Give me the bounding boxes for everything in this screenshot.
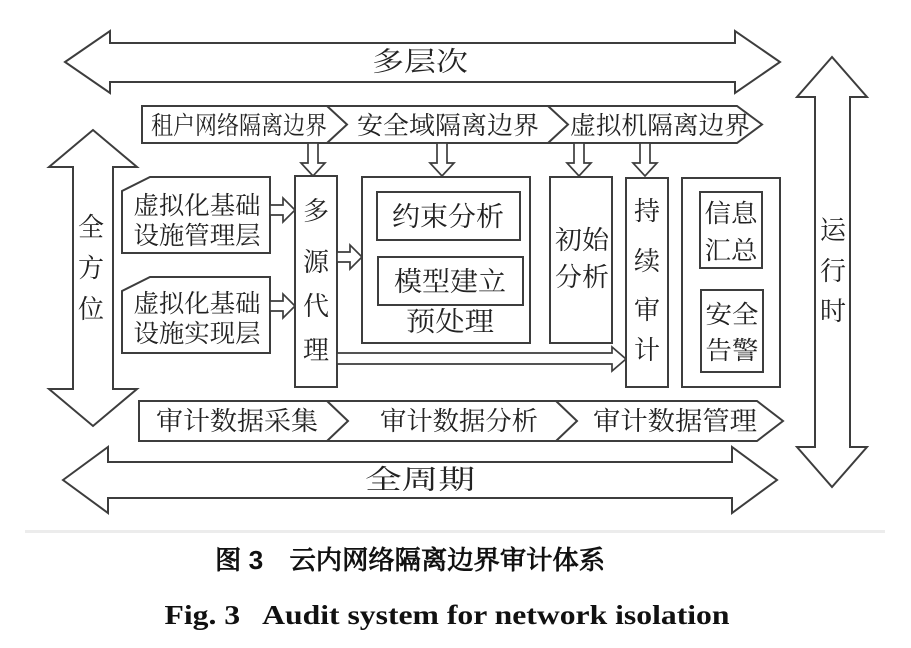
virt-impl-layer-line1: 虚拟化基础 [133, 291, 259, 318]
caption-en: Fig. 3 Audit system for network isolation [164, 600, 730, 630]
audit-data-analysis-label: 审计数据分析 [380, 407, 538, 436]
runtime-label-char: 运 [819, 216, 847, 245]
info-summary-line2: 汇总 [704, 238, 755, 265]
down-arrow-to-initial-analysis [567, 143, 591, 176]
vm-boundary-label: 虚拟机隔离边界 [570, 113, 746, 140]
initial-analysis-box [550, 177, 612, 343]
continuous-audit-char: 审 [633, 296, 661, 325]
runtime-label-char: 行 [819, 257, 847, 286]
full-cycle-label: 全周期 [365, 465, 475, 495]
all-dimension-label-char: 位 [77, 295, 105, 324]
multilevel-label: 多层次 [372, 47, 468, 77]
virt-impl-layer-line2: 设施实现层 [133, 321, 259, 348]
virt-mgmt-layer-line1: 虚拟化基础 [133, 193, 259, 220]
security-alert-line1: 安全 [705, 302, 756, 329]
divider-line [25, 530, 885, 533]
caption-zh: 图 3 云内网络隔离边界审计体系 [215, 545, 605, 575]
multi-source-agent-char: 代 [302, 292, 330, 321]
info-summary-line1: 信息 [704, 201, 755, 228]
flow-arrow-mgmt-to-agent [270, 198, 295, 222]
initial-analysis-line1: 初始 [555, 226, 611, 255]
initial-analysis-line2: 分析 [555, 263, 609, 292]
continuous-audit-char: 续 [633, 247, 661, 276]
multi-source-agent-char: 理 [302, 336, 330, 365]
security-domain-boundary-label: 安全域隔离边界 [357, 113, 533, 140]
audit-data-management-label: 审计数据管理 [593, 407, 757, 436]
down-arrow-to-preprocess [430, 143, 454, 176]
multi-source-agent-char: 多 [302, 197, 330, 226]
constraint-analysis-label: 约束分析 [392, 202, 504, 232]
preprocess-label: 预处理 [406, 307, 494, 337]
down-arrow-to-continuous-audit [633, 143, 657, 176]
runtime-label-char: 时 [819, 297, 847, 326]
multi-source-agent-char: 源 [302, 248, 330, 277]
model-building-label: 模型建立 [394, 267, 506, 297]
flow-arrow-agent-to-audit [337, 347, 626, 371]
tenant-network-boundary-label: 租户网络隔离边界 [151, 113, 352, 140]
flow-arrow-impl-to-agent [270, 294, 295, 318]
all-dimension-label-char: 全 [77, 213, 105, 242]
security-alert-line2: 告警 [705, 338, 756, 365]
all-dimension-label-char: 方 [77, 254, 105, 283]
audit-data-collection-label: 审计数据采集 [156, 407, 318, 436]
flow-arrow-agent-to-preprocess [337, 245, 362, 269]
down-arrow-to-agent [301, 143, 325, 176]
continuous-audit-char: 持 [633, 197, 661, 226]
continuous-audit-char: 计 [633, 336, 661, 365]
virt-mgmt-layer-line2: 设施管理层 [133, 223, 259, 250]
